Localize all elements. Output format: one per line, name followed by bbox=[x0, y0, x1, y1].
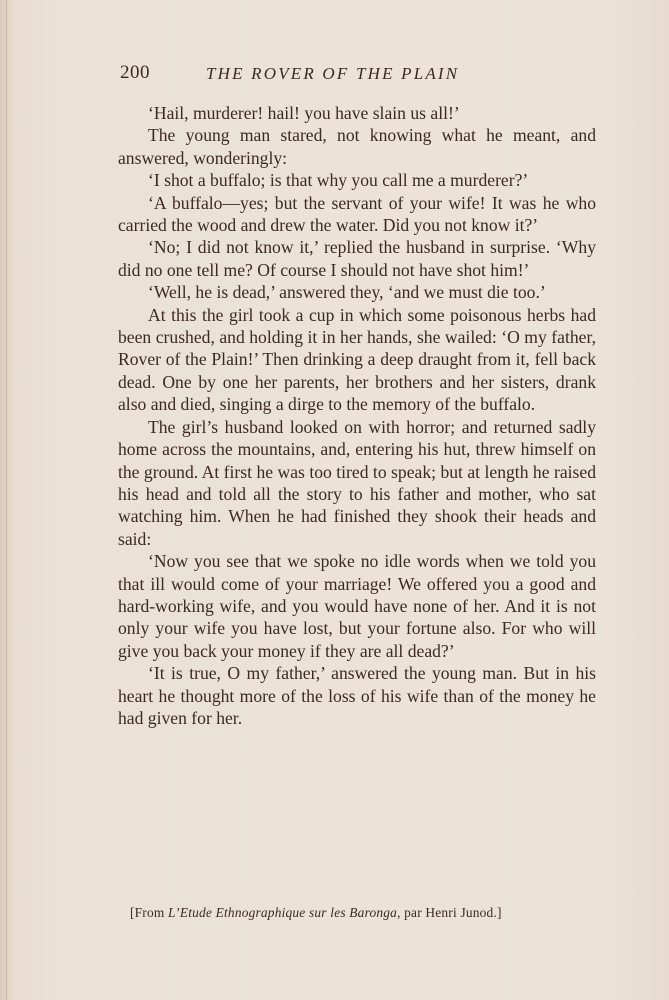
paragraph: The girl’s husband looked on with horror; and returned sadly home across the mountains, and, entering his hut, threw himself on the ground. At first he was too tired to speak; but at length he raised his head and told all the story to his father and mother, who sat watching him. When he had finished they shook their heads and said: bbox=[118, 416, 596, 549]
paragraph: ‘A buffalo—yes; but the servant of your wife! It was he who carried the wood and drew the water. Did you not know it?’ bbox=[118, 192, 596, 236]
page-edge bbox=[6, 0, 7, 1000]
citation-prefix: [From bbox=[130, 905, 169, 920]
citation-work-title: L’Etude Ethnographique sur les Baronga bbox=[168, 905, 398, 920]
paragraph: The young man stared, not knowing what he meant, and answered, wonderingly: bbox=[118, 125, 596, 168]
citation-suffix: , par Henri Junod.] bbox=[397, 905, 502, 920]
page-header bbox=[120, 62, 520, 88]
source-citation bbox=[130, 905, 610, 921]
paragraph: At this the girl took a cup in which some poisonous herbs had been crushed, and holding it in her hands, she wailed: ‘O my father, Rover of the Plain!’ Then drinking a deep draught from it, fell back dead. One by one her parents, her brothers and her sisters, drank also and died, singing a dirge to the memory of the buffalo. bbox=[118, 304, 596, 415]
paragraph: ‘Now you see that we spoke no idle words when we told you that ill would come of your marriage! We offered you a good and hard-working wife, and you would have none of her. And it is not only your wife you have lost, but your fortune also. For who will give you back your money if they are all dead?’ bbox=[118, 551, 596, 661]
paragraph: ‘Hail, murderer! hail! you have slain us all!’ bbox=[148, 103, 460, 123]
body-text bbox=[118, 102, 596, 729]
paragraph: ‘Well, he is dead,’ answered they, ‘and we must die too.’ bbox=[148, 282, 546, 303]
paragraph: ‘It is true, O my father,’ answered the young man. But in his heart he thought more of the loss of his wife than of the money he had given for her. bbox=[118, 663, 596, 728]
paragraph: ‘No; I did not know it,’ replied the husband in surprise. ‘Why did no one tell me? Of course I should not have shot him!’ bbox=[118, 237, 596, 280]
running-title: THE ROVER OF THE PLAIN bbox=[206, 64, 460, 83]
paragraph: ‘I shot a buffalo; is that why you call me a murderer?’ bbox=[148, 170, 529, 191]
page-number: 200 bbox=[120, 62, 150, 83]
